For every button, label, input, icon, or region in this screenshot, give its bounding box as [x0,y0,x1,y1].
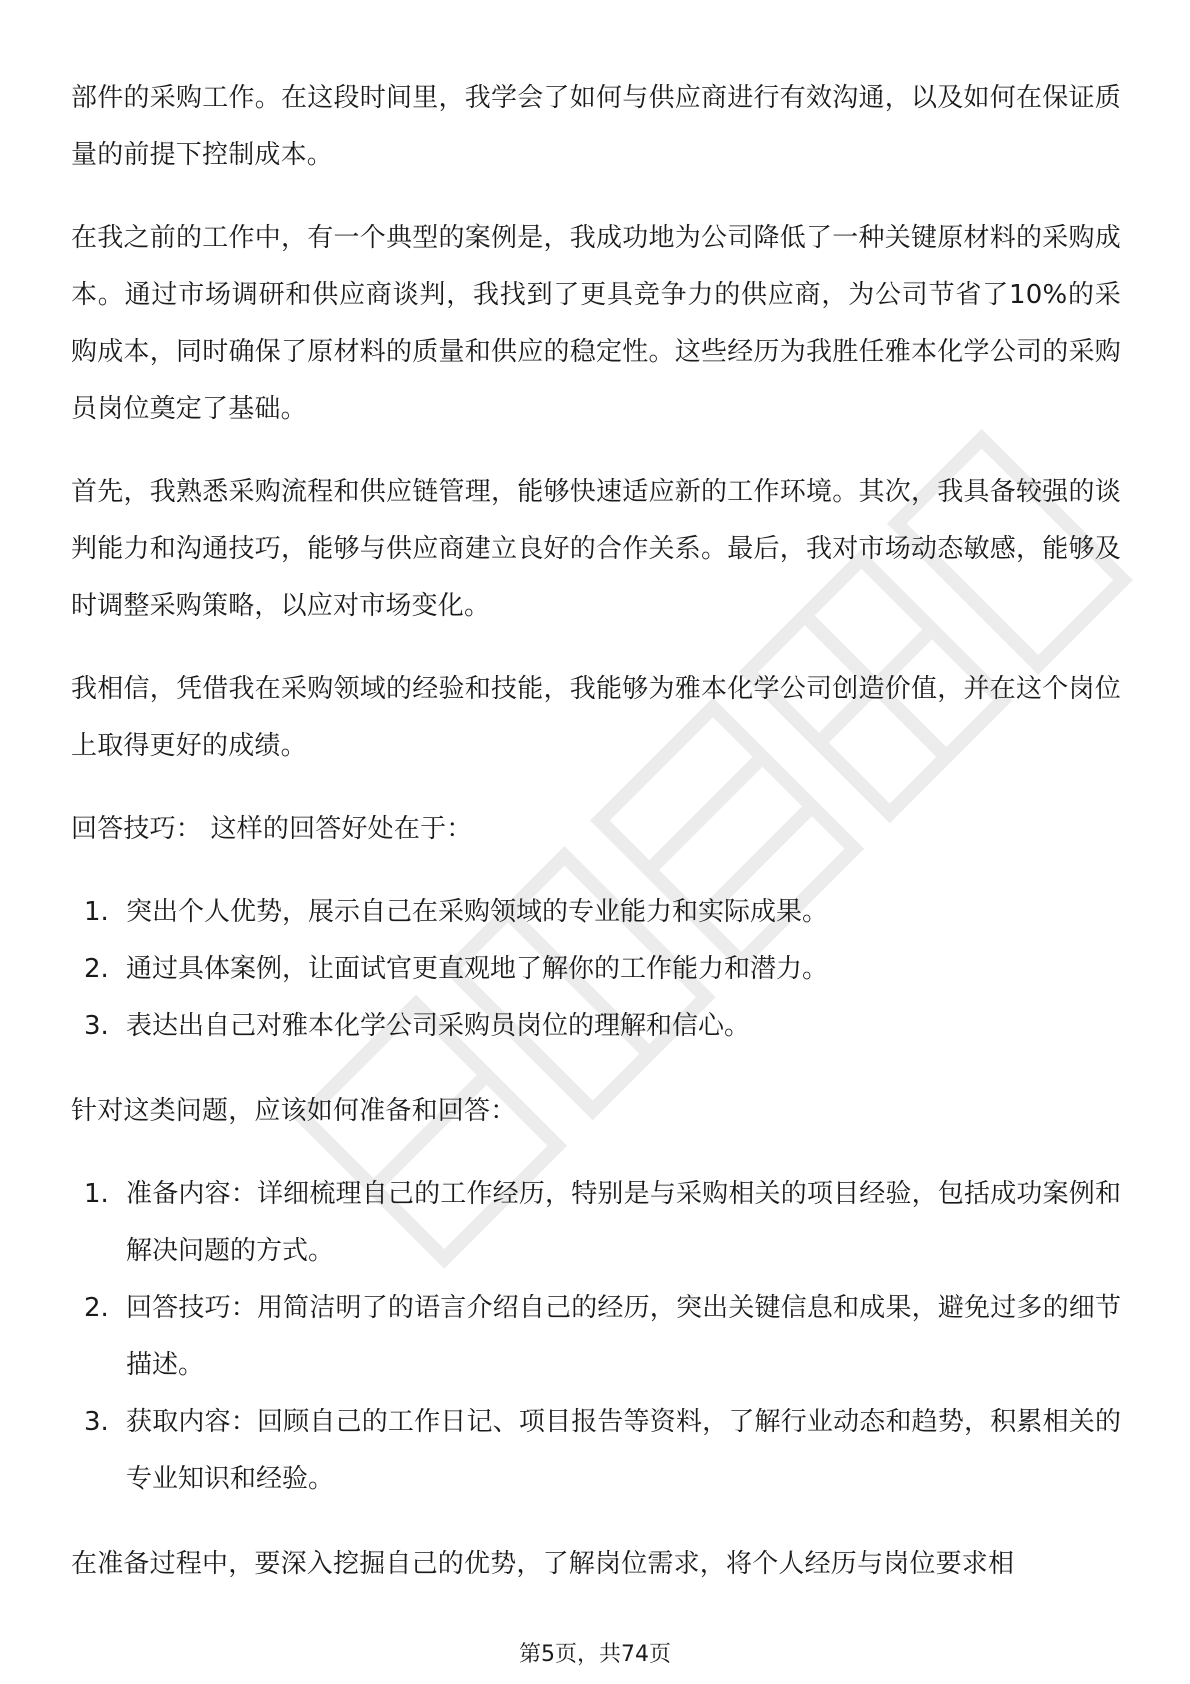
preparation-heading: 针对这类问题，应该如何准备和回答： [71,1096,517,1126]
list-item [71,884,1121,941]
list-item-text: 回答技巧：用简洁明了的语言介绍自己的经历，突出关键信息和成果，避免过多的细节描述。 [126,1293,1121,1380]
list-item-text: 通过具体案例，让面试官更直观地了解你的工作能力和潜力。 [126,954,829,984]
list-number: 2. [84,954,109,984]
list-number: 1. [84,897,109,927]
answer-tips-heading: 回答技巧： 这样的回答好处在于： [71,814,473,844]
paragraph-strengths: 首先，我熟悉采购流程和供应链管理，能够快速适应新的工作环境。其次，我具备较强的谈判能力和沟通技巧，能够与供应商建立良好的合作关系。最后，我对市场动态敏感，能够及时调整采购策略，以应对市场变化。 [71,477,1121,621]
list-item-text: 准备内容：详细梳理自己的工作经历，特别是与采购相关的项目经验，包括成功案例和解决问题的方式。 [126,1179,1121,1266]
list-item-text: 表达出自己对雅本化学公司采购员岗位的理解和信心。 [126,1011,751,1041]
paragraph-closing: 在准备过程中，要深入挖掘自己的优势，了解岗位需求，将个人经历与岗位要求相 [71,1549,1015,1579]
list-item [71,941,1121,998]
main-content [71,70,1121,1619]
paragraph-confidence: 我相信，凭借我在采购领域的经验和技能，我能够为雅本化学公司创造价值，并在这个岗位上取得更好的成绩。 [71,674,1121,761]
paragraph-case-study: 在我之前的工作中，有一个典型的案例是，我成功地为公司降低了一种关键原材料的采购成本。通过市场调研和供应商谈判，我找到了更具竞争力的供应商，为公司节省了10%的采购成本，同时确保了原材料的质量和供应的稳定性。这些经历为我胜任雅本化学公司的采购员岗位奠定了基础。 [71,223,1121,424]
answer-benefits-list [71,884,1121,1055]
list-item [71,1166,1121,1280]
list-number: 1. [84,1179,109,1209]
list-item [71,1394,1121,1508]
list-item-text: 获取内容：回顾自己的工作日记、项目报告等资料，了解行业动态和趋势，积累相关的专业知识和经验。 [126,1407,1121,1494]
preparation-list [71,1166,1121,1508]
page-footer: 第5页，共74页 [519,1642,671,1667]
list-number: 3. [84,1407,109,1437]
list-item-text: 突出个人优势，展示自己在采购领域的专业能力和实际成果。 [126,897,829,927]
list-number: 2. [84,1293,109,1323]
list-item [71,998,1121,1055]
paragraph-experience-intro: 部件的采购工作。在这段时间里，我学会了如何与供应商进行有效沟通，以及如何在保证质量的前提下控制成本。 [71,83,1121,170]
list-item [71,1280,1121,1394]
list-number: 3. [84,1011,109,1041]
